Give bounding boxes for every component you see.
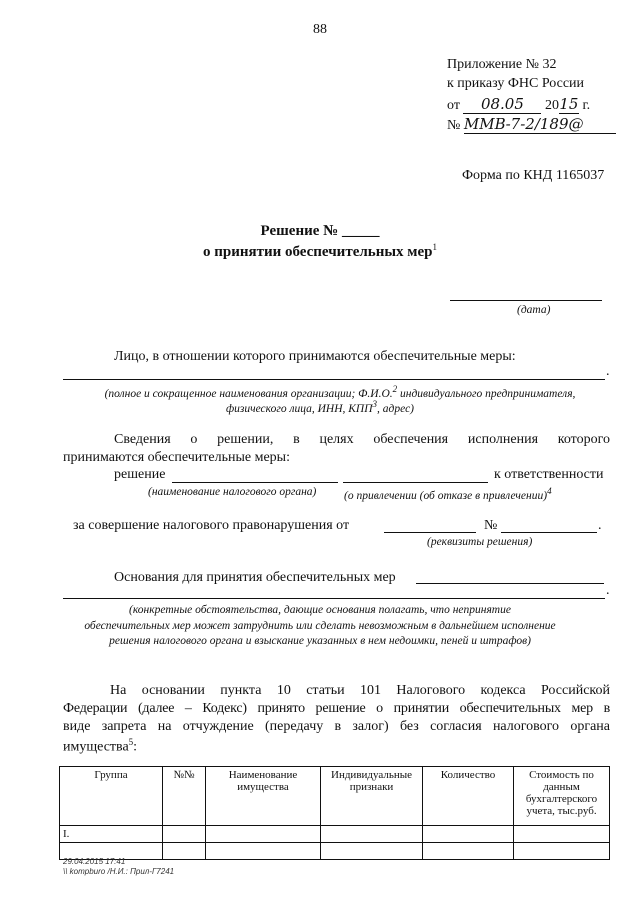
responsibility-text: к ответственности — [494, 467, 604, 482]
offense-number-sign: № — [484, 518, 498, 533]
appendix-date — [447, 95, 590, 114]
grounds-hint-3: решения налогового органа и взыскание указанных в нем недоимки, пеней и штрафов) — [109, 635, 531, 647]
table-cell — [321, 826, 423, 843]
property-table — [59, 766, 610, 860]
header-number: №№ — [163, 767, 206, 826]
grounds-hint-1: (конкретные обстоятельства, дающие основания полагать, что непринятие — [129, 604, 511, 616]
appendix-line-2: к приказу ФНС России — [447, 76, 585, 91]
grounds-hint-2: обеспечительных мер может затруднить или сделать невозможным в дальнейшем исполнение — [84, 620, 556, 632]
grounds-line-2 — [63, 598, 605, 599]
basis-line-2: Федерации (далее – Кодекс) принято решение о принятии обеспечительных мер в — [63, 701, 610, 716]
table-row — [60, 843, 610, 860]
offense-number-line — [501, 532, 597, 533]
appendix-line-1: Приложение № 32 — [447, 57, 557, 72]
details-hint: (реквизиты решения) — [427, 536, 533, 548]
date-handwritten: 08.05 — [463, 95, 541, 114]
table-cell — [206, 826, 321, 843]
number-handwritten: ММВ-7-2/189@ — [464, 115, 616, 134]
basis-line-1: На основании пункта 10 статьи 101 Налогового кодекса Российской — [110, 683, 610, 698]
table-cell — [163, 826, 206, 843]
table-cell — [514, 826, 610, 843]
decision-title: Решение № _____ — [260, 223, 380, 239]
date-caption: (дата) — [517, 304, 551, 316]
number-prefix: № — [447, 118, 461, 133]
header-name: Наименование имущества — [206, 767, 321, 826]
grounds-dot: . — [606, 583, 610, 598]
offense-date-line — [384, 532, 476, 533]
header-cost: Стоимость по данным бухгалтерского учета, тыс.руб. — [514, 767, 610, 826]
table-cell — [163, 843, 206, 860]
print-date: 29.04.2015 17:41 — [63, 857, 126, 866]
table-header-row — [60, 767, 610, 826]
tax-org-hint: (наименование налогового органа) — [148, 486, 317, 498]
offense-dot: . — [598, 518, 602, 533]
footnote-5: 5 — [128, 737, 134, 747]
header-features: Индивидуальные признаки — [321, 767, 423, 826]
decision-info-line-1: Сведения о решении, в целях обеспечения исполнения которого — [114, 432, 610, 447]
grounds-line-1 — [416, 583, 604, 584]
person-line — [63, 379, 605, 380]
basis-line-3: виде запрета на отчуждение (передачу в залог) без согласия налогового органа — [63, 719, 610, 734]
person-hint-2: физического лица, ИНН, КПП$^3$, адрес) — [225, 399, 415, 415]
form-code: Форма по КНД 1165037 — [462, 168, 605, 183]
offense-text: за совершение налогового правонарушения от — [73, 518, 350, 533]
date-prefix: от — [447, 98, 460, 113]
header-group: Группа — [60, 767, 163, 826]
basis-line-4: имущества$^5$: — [63, 737, 138, 755]
appendix-number — [447, 115, 616, 134]
year-prefix: 20 — [544, 98, 559, 113]
print-path: \\ kompburo /Н.И.: Прил-Г7241 — [63, 867, 175, 876]
year-suffix: г. — [582, 98, 591, 113]
person-label: Лицо, в отношении которого принимаются обеспечительные меры: — [114, 349, 516, 364]
table-cell — [514, 843, 610, 860]
table-cell — [423, 826, 514, 843]
table-cell — [321, 843, 423, 860]
grounds-label: Основания для принятия обеспечительных мер — [114, 570, 396, 585]
header-quantity: Количество — [423, 767, 514, 826]
decision-info-line-2: принимаются обеспечительные меры: — [63, 450, 290, 465]
table-row — [60, 826, 610, 843]
tax-org-line — [172, 482, 338, 483]
footnote-1: 1 — [432, 242, 438, 252]
page-number: 88 — [313, 22, 327, 37]
table-cell — [206, 843, 321, 860]
attraction-line — [343, 482, 488, 483]
table-cell: I. — [60, 826, 163, 843]
decision-word: решение — [114, 467, 166, 482]
decision-subtitle: о принятии обеспечительных мер$^1$ — [202, 242, 438, 260]
person-hint-1: (полное и сокращенное наименования организации; Ф.И.О.$^2$ индивидуального предпринимателя, — [104, 384, 576, 400]
date-line — [450, 300, 602, 301]
table-cell — [423, 843, 514, 860]
attraction-hint: (о привлечении (об отказе в привлечении)$^4$ — [344, 486, 552, 502]
year-handwritten: 15 — [559, 95, 579, 113]
person-dot: . — [606, 364, 610, 379]
